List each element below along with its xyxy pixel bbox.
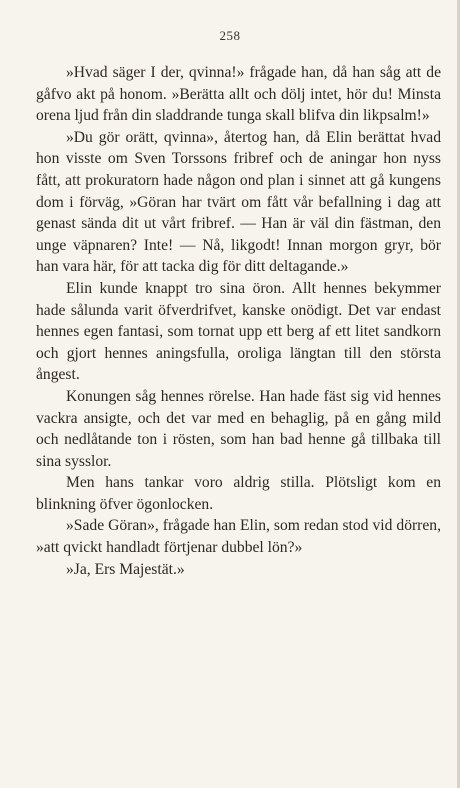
body-text — [36, 62, 441, 580]
paragraph: Men hans tankar voro aldrig stilla. Plötsligt kom en blinkning öfver ögonlocken. — [36, 474, 441, 513]
paragraph: »Sade Göran», frågade han Elin, som redan stod vid dörren, »att qvickt handladt förtjenar dubbel lön?» — [36, 517, 441, 557]
paragraph: Konungen såg hennes rörelse. Han hade fäst sig vid hennes vackra ansigte, och det var med en behaglig, på en gång mild och nedlåtande ton i rösten, som han bad henne gå tillbaka till sina sysslor. — [36, 387, 441, 470]
paragraph: »Du gör orätt, qvinna», återtog han, då Elin berättat hvad hon visste om Sven Torssons fribref och de aningar hon nyss fått, att prokuratorn hade någon ond plan i sinnet att gå kungens dom i förväg, »Göran har tvärt om fått vår befallning i dag att genast sända dit ut vårt fribref. — Han är väl din fästman, den unge väpnaren? Inte! — Nå, likgodt! Innan morgon gryr, bör han vara här, för att tacka dig för ditt deltagande.» — [36, 128, 441, 276]
paragraph: »Ja, Ers Majestät.» — [66, 560, 185, 578]
paragraph: Elin kunde knappt tro sina öron. Allt hennes bekymmer hade sålunda varit öfverdrifvet, kanske onödigt. Det var endast hennes egen fantasi, som tornat upp ett berg af ett litet sandkorn och gjort hennes aningsfulla, oroliga längtan till den största ångest. — [36, 279, 441, 384]
page-number: 258 — [219, 28, 241, 43]
paragraph: »Hvad säger I der, qvinna!» frågade han, då han såg att de gåfvo akt på honom. »Berätta allt och dölj intet, hör du! Minsta orena ljud från din sladdrande tunga skall blifva din likpsalm!» — [36, 64, 441, 125]
